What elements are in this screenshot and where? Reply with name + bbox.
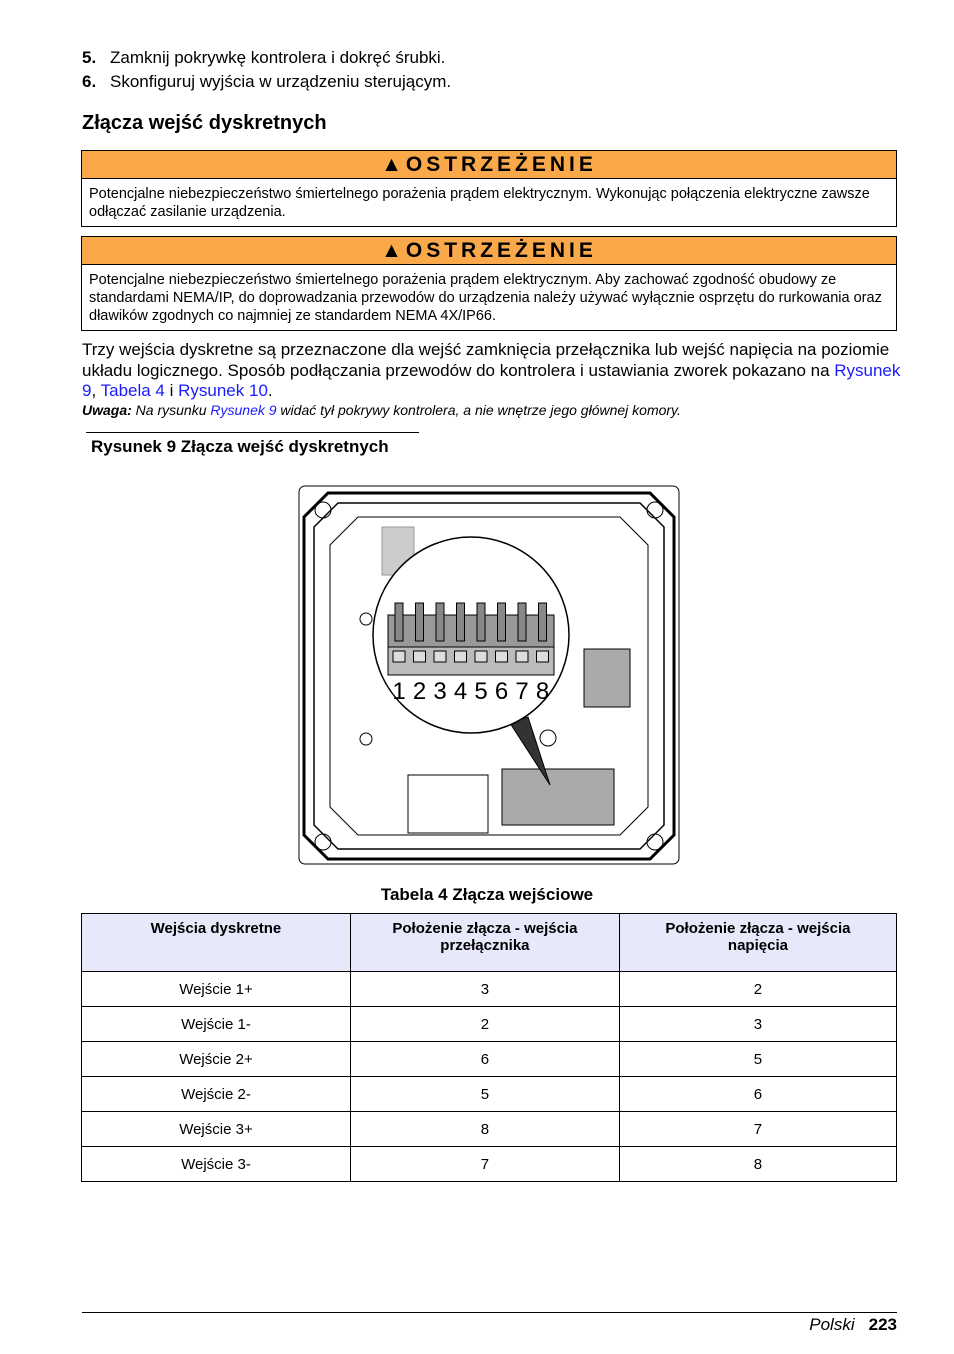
section-title: Złącza wejść dyskretnych	[82, 112, 327, 134]
terminal-clamp	[477, 603, 485, 641]
warning-triangle-icon: ▲	[381, 239, 406, 262]
terminal-clamp	[539, 603, 547, 641]
table-cell: 2	[350, 1007, 619, 1042]
step: 6. Skonfiguruj wyjścia w urządzeniu sterującym.	[82, 72, 452, 91]
table-caption: Tabela 4 Złącza wejściowe	[380, 885, 594, 904]
note: Uwaga: Na rysunku Rysunek 9 widać tył pokrywy kontrolera, a nie wnętrze jego głównej komory.	[82, 402, 681, 418]
terminal-number: 5	[474, 678, 488, 705]
steps-list	[82, 46, 451, 94]
warning-box: ▲OSTRZEŻENIE Potencjalne niebezpieczeństwo śmiertelnego porażenia prądem elektrycznym. Aby zachować zgodność obudowy ze standardami NEMA/IP, do doprowadzania przewodów do urządzenia należy używać wyłącznie osprzętu do rurkowania oraz dławików zgodnych co najmniej ze standardem NEMA 4X/IP66.	[81, 236, 897, 331]
link-figure-10[interactable]: Rysunek 10	[178, 381, 268, 400]
table-cell: Wejście 3+	[82, 1112, 351, 1147]
table-cell: Wejście 1-	[82, 1007, 351, 1042]
terminal-clamp	[395, 603, 403, 641]
terminal-screw	[496, 651, 508, 662]
table-row	[82, 1077, 897, 1112]
table-row	[82, 1112, 897, 1147]
table-cell: 5	[619, 1042, 896, 1077]
table-cell: Wejście 2+	[82, 1042, 351, 1077]
body-paragraph: Trzy wejścia dyskretne są przeznaczone dla wejść zamknięcia przełącznika lub wejść napięcia na poziomie układu logicznego. Sposób podłączania przewodów do kontrolera i ustawiania zworek pokazano na Rysunek 9, Tabela 4 i Rysunek 10.	[82, 340, 901, 400]
table-cell: Wejście 2-	[82, 1077, 351, 1112]
table-cell: 3	[619, 1007, 896, 1042]
table-cell: 6	[350, 1042, 619, 1077]
table-cell: Wejście 1+	[82, 972, 351, 1007]
terminal-clamp	[498, 603, 506, 641]
table-cell: 8	[619, 1147, 896, 1182]
terminal-number: 2	[412, 678, 427, 705]
terminal-number: 7	[515, 678, 529, 705]
table-cell: 7	[350, 1147, 619, 1182]
link-figure-9[interactable]: Rysunek 9	[82, 360, 901, 400]
terminal-clamp	[436, 603, 444, 641]
terminal-number: 8	[535, 678, 550, 705]
table-cell: 6	[619, 1077, 896, 1112]
column-header: Położenie złącza - wejścia napięcia	[619, 914, 896, 972]
table-row	[82, 1042, 897, 1077]
terminal-screw	[537, 651, 549, 662]
input-connectors-table	[81, 913, 897, 1182]
step: 5. Zamknij pokrywkę kontrolera i dokręć śrubki.	[82, 48, 446, 67]
terminal-number: 3	[433, 678, 447, 705]
table-cell: 3	[350, 972, 619, 1007]
terminal-screw	[393, 651, 405, 662]
table-row	[82, 1147, 897, 1182]
table-row	[82, 1007, 897, 1042]
table-cell: 5	[350, 1077, 619, 1112]
terminal-number: 1	[392, 678, 406, 705]
figure-caption: Rysunek 9 Złącza wejść dyskretnych	[86, 432, 419, 457]
terminal-clamp	[416, 603, 424, 641]
terminal-clamp	[518, 603, 526, 641]
terminal-screw	[434, 651, 446, 662]
table-row	[82, 972, 897, 1007]
terminal-screw	[475, 651, 487, 662]
table-cell: Wejście 3-	[82, 1147, 351, 1182]
controller-wiring-figure	[298, 485, 682, 867]
table-cell: 7	[619, 1112, 896, 1147]
table-cell: 2	[619, 972, 896, 1007]
warning-triangle-icon: ▲	[381, 153, 406, 176]
column-header: Położenie złącza - wejścia przełącznika	[350, 914, 619, 972]
link-figure-9[interactable]: Rysunek 9	[210, 402, 277, 418]
terminal-screw	[455, 651, 467, 662]
terminal-number: 4	[453, 678, 468, 705]
page-footer: Polski 223	[82, 1312, 897, 1335]
terminal-number: 6	[494, 678, 509, 705]
table-cell: 8	[350, 1112, 619, 1147]
terminal-screw	[516, 651, 528, 662]
terminal-clamp	[457, 603, 465, 641]
link-table-4[interactable]: Tabela 4	[100, 381, 165, 400]
warning-box: ▲OSTRZEŻENIE Potencjalne niebezpieczeństwo śmiertelnego porażenia prądem elektrycznym. Wykonując połączenia elektryczne zawsze odłączać zasilanie urządzenia.	[81, 150, 897, 227]
column-header: Wejścia dyskretne	[82, 914, 351, 972]
terminal-screw	[414, 651, 426, 662]
